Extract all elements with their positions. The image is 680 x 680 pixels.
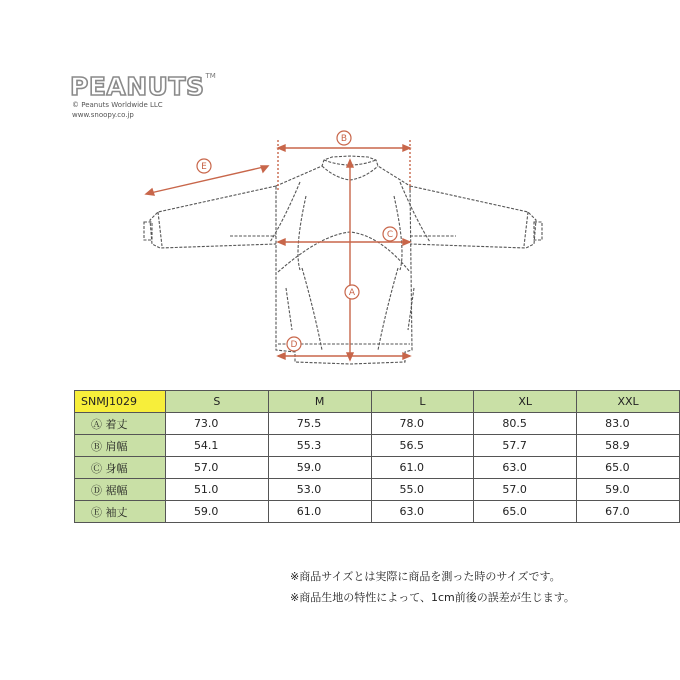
size-notes <box>290 566 575 608</box>
table-cell: 63.0 <box>371 501 474 523</box>
note-line: ※商品生地の特性によって、1cm前後の誤差が生じます。 <box>290 591 575 604</box>
table-cell: 56.5 <box>371 435 474 457</box>
size-header: XL <box>474 391 577 413</box>
table-cell: 75.5 <box>268 413 371 435</box>
table-cell: 65.0 <box>474 501 577 523</box>
arrow-head <box>261 166 268 172</box>
marker-e-label: E <box>201 162 207 172</box>
table-cell: 73.0 <box>165 413 268 435</box>
marker-c-label: C <box>386 230 394 240</box>
table-cell: 78.0 <box>371 413 474 435</box>
logo-url: www.snoopy.co.jp <box>72 111 134 119</box>
table-cell: 61.0 <box>371 457 474 479</box>
size-chart-table <box>74 390 680 523</box>
table-cell: 53.0 <box>268 479 371 501</box>
row-label: Ⓐ 着丈 <box>75 413 166 435</box>
note-line: ※商品サイズとは実際に商品を測った時のサイズです。 <box>290 570 561 583</box>
table-cell: 51.0 <box>165 479 268 501</box>
arrow-head <box>403 145 410 151</box>
marker-b-label: B <box>340 134 348 144</box>
marker-a-label: A <box>348 288 356 298</box>
table-cell: 63.0 <box>474 457 577 479</box>
arrow-head <box>278 353 285 359</box>
arrow-head <box>278 239 285 245</box>
table-cell: 80.5 <box>474 413 577 435</box>
table-cell: 65.0 <box>577 457 680 479</box>
table-row <box>75 413 680 435</box>
table-cell: 59.0 <box>165 501 268 523</box>
size-header: S <box>165 391 268 413</box>
table-cell: 57.0 <box>474 479 577 501</box>
table-cell: 59.0 <box>577 479 680 501</box>
table-cell: 57.0 <box>165 457 268 479</box>
arrow-head <box>403 239 410 245</box>
measurement-lines <box>146 140 410 360</box>
table-header-row <box>75 391 680 413</box>
measurement-markers <box>197 131 397 351</box>
row-label: Ⓔ 袖丈 <box>75 501 166 523</box>
table-cell: 55.3 <box>268 435 371 457</box>
table-cell: 58.9 <box>577 435 680 457</box>
arrow-head <box>146 189 154 195</box>
arrow-head <box>347 160 353 167</box>
table-cell: 55.0 <box>371 479 474 501</box>
table-cell: 54.1 <box>165 435 268 457</box>
logo-wordmark: PEANUTS <box>70 72 205 101</box>
jacket-outline <box>144 156 542 364</box>
size-header: L <box>371 391 474 413</box>
row-label: Ⓑ 肩幅 <box>75 435 166 457</box>
table-row <box>75 479 680 501</box>
table-row <box>75 435 680 457</box>
table-row <box>75 457 680 479</box>
table-cell: 57.7 <box>474 435 577 457</box>
table-cell: 83.0 <box>577 413 680 435</box>
table-cell: 61.0 <box>268 501 371 523</box>
table-cell: 67.0 <box>577 501 680 523</box>
row-label: Ⓓ 裾幅 <box>75 479 166 501</box>
arrow-head <box>403 353 410 359</box>
size-header: M <box>268 391 371 413</box>
arrow-head <box>278 145 285 151</box>
logo-copyright: © Peanuts Worldwide LLC <box>72 101 163 109</box>
marker-d-label: D <box>290 340 298 350</box>
table-row <box>75 501 680 523</box>
size-header: XXL <box>577 391 680 413</box>
logo-tm: TM <box>205 72 216 80</box>
product-code: SNMJ1029 <box>75 391 166 413</box>
row-label: Ⓒ 身幅 <box>75 457 166 479</box>
table-cell: 59.0 <box>268 457 371 479</box>
